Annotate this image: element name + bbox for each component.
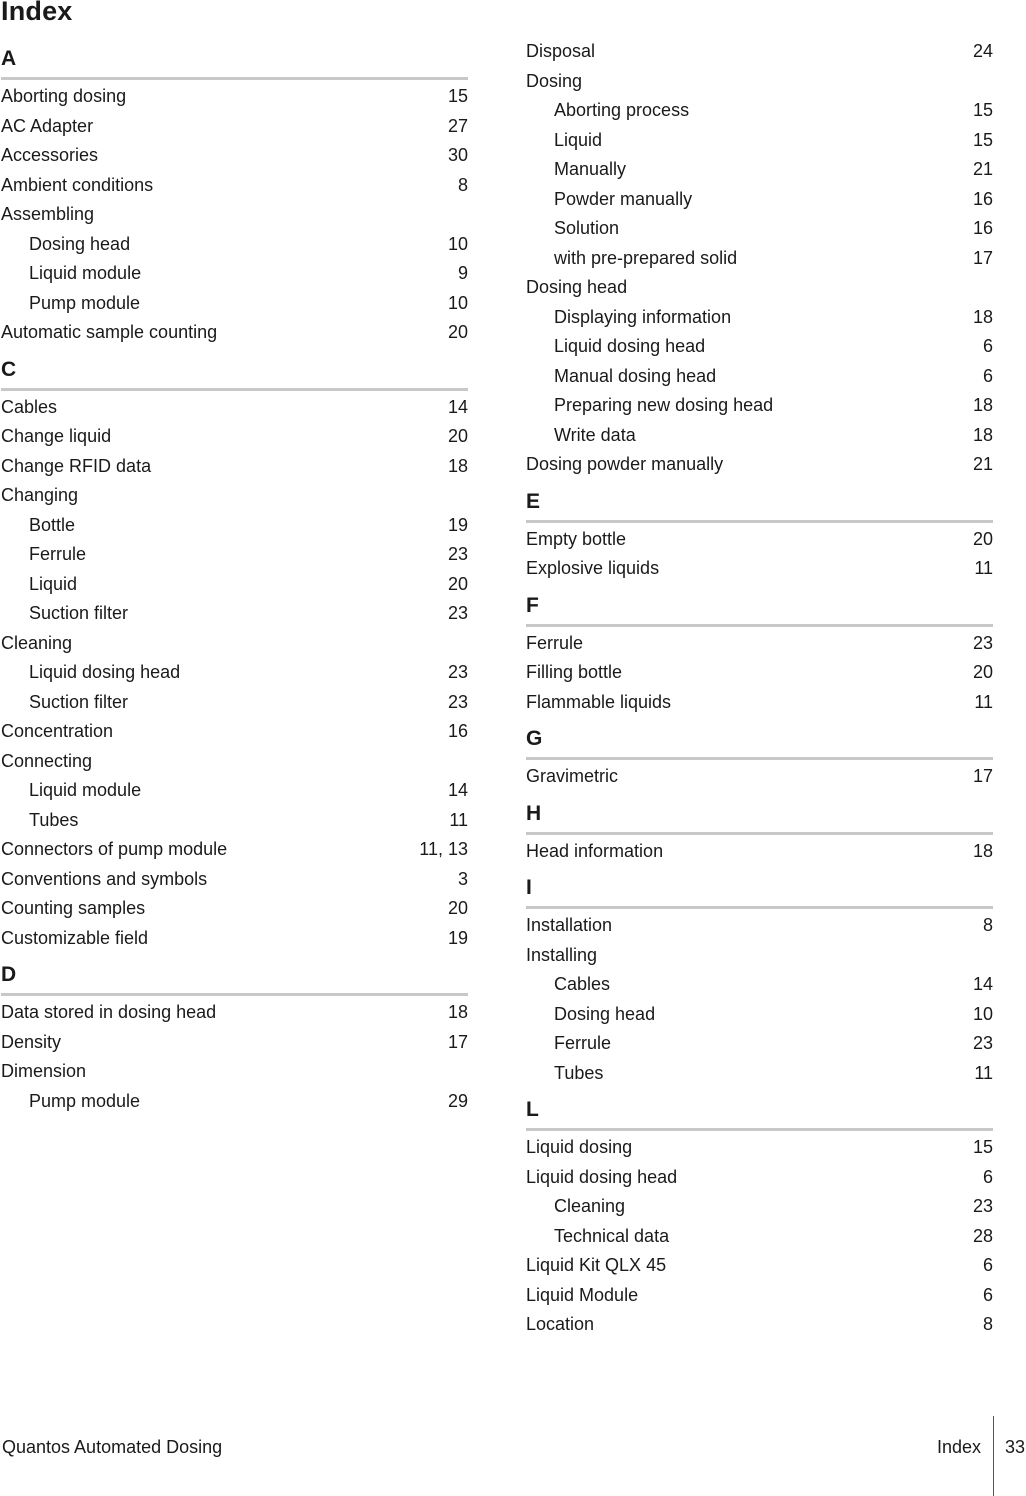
index-page-ref: 18 bbox=[972, 840, 993, 861]
index-term: Connecting bbox=[1, 750, 93, 771]
index-term: Ferrule bbox=[29, 544, 87, 564]
index-term: Conventions and symbols bbox=[1, 868, 208, 889]
index-entry bbox=[526, 66, 993, 96]
index-term: Disposal bbox=[526, 41, 596, 61]
index-term: with pre-prepared solid bbox=[554, 247, 738, 268]
footer-section-name: Index bbox=[936, 1437, 981, 1457]
section-letter-heading bbox=[526, 791, 993, 835]
index-column-left bbox=[1, 36, 468, 1115]
index-page-ref: 23 bbox=[447, 662, 468, 682]
index-term: Dosing head bbox=[526, 277, 628, 297]
index-term: Dosing powder manually bbox=[526, 454, 724, 474]
index-entry bbox=[1, 893, 468, 923]
index-page-ref: 20 bbox=[447, 898, 468, 918]
index-term: Counting samples bbox=[1, 898, 146, 918]
section-letter: C bbox=[1, 357, 17, 381]
index-page-ref: 8 bbox=[982, 1314, 993, 1334]
index-term: Installing bbox=[526, 944, 598, 965]
index-page-ref: 3 bbox=[457, 868, 468, 889]
page-title: Index bbox=[1, 0, 73, 26]
index-subentry bbox=[526, 1191, 993, 1221]
section-letter: F bbox=[526, 593, 539, 617]
section-letter: G bbox=[526, 727, 543, 750]
index-page-ref: 16 bbox=[447, 721, 468, 741]
footer-divider bbox=[993, 1416, 994, 1496]
index-page-ref: 6 bbox=[982, 1255, 993, 1275]
index-term: Liquid dosing bbox=[526, 1137, 633, 1157]
section-letter-heading bbox=[1, 952, 468, 996]
index-page-ref: 6 bbox=[982, 365, 993, 386]
section-letter-heading bbox=[526, 583, 993, 627]
section-letter: D bbox=[1, 963, 17, 986]
index-term: Liquid Kit QLX 45 bbox=[526, 1255, 667, 1275]
section-letter-heading bbox=[526, 1087, 993, 1131]
index-subentry bbox=[526, 125, 993, 155]
index-term: Powder manually bbox=[554, 188, 693, 209]
index-term: Liquid module bbox=[29, 780, 142, 800]
index-term: Empty bottle bbox=[526, 528, 627, 549]
index-page-ref: 18 bbox=[972, 424, 993, 445]
index-term: Liquid dosing head bbox=[526, 1166, 678, 1187]
index-entry bbox=[526, 836, 993, 866]
index-page-ref: 19 bbox=[447, 514, 468, 535]
index-subentry bbox=[1, 229, 468, 259]
index-term: Ferrule bbox=[554, 1033, 612, 1053]
index-page-ref: 17 bbox=[972, 766, 993, 786]
index-term: Solution bbox=[554, 218, 620, 238]
index-page-ref: 20 bbox=[972, 662, 993, 682]
index-term: Head information bbox=[526, 840, 664, 861]
index-entry bbox=[1, 864, 468, 894]
index-subentry bbox=[526, 243, 993, 273]
index-page-ref: 16 bbox=[972, 218, 993, 238]
index-term: Dosing head bbox=[554, 1003, 656, 1024]
index-subentry bbox=[526, 420, 993, 450]
index-subentry bbox=[526, 1058, 993, 1088]
index-term: Write data bbox=[554, 424, 636, 445]
index-term: Location bbox=[526, 1314, 595, 1334]
section-letter-heading bbox=[1, 347, 468, 391]
index-term: Cables bbox=[1, 396, 58, 417]
index-entry bbox=[526, 449, 993, 479]
index-subentry bbox=[526, 331, 993, 361]
index-subentry bbox=[1, 288, 468, 318]
index-term: Aborting process bbox=[554, 100, 690, 120]
index-page-ref: 11, 13 bbox=[419, 839, 468, 859]
index-term: Filling bottle bbox=[526, 662, 623, 682]
index-term: Explosive liquids bbox=[526, 558, 660, 578]
index-page-ref: 11 bbox=[974, 558, 993, 578]
index-subentry bbox=[1, 569, 468, 599]
section-letter-heading bbox=[526, 716, 993, 760]
index-page-ref: 6 bbox=[982, 1284, 993, 1305]
index-entry bbox=[1, 1056, 468, 1086]
index-entry bbox=[1, 140, 468, 170]
index-entry bbox=[526, 1250, 993, 1280]
index-page-ref: 15 bbox=[447, 86, 468, 106]
index-page-ref: 28 bbox=[972, 1225, 993, 1246]
index-term: Liquid bbox=[554, 129, 603, 150]
index-entry bbox=[526, 553, 993, 583]
index-term: Dosing bbox=[526, 70, 583, 91]
index-subentry bbox=[526, 213, 993, 243]
index-term: Change RFID data bbox=[1, 455, 152, 476]
index-entry bbox=[526, 687, 993, 717]
index-page-ref: 11 bbox=[449, 809, 468, 830]
index-page-ref: 9 bbox=[457, 263, 468, 283]
index-page-ref: 6 bbox=[982, 336, 993, 356]
index-subentry bbox=[1, 258, 468, 288]
index-subentry bbox=[526, 999, 993, 1029]
index-subentry bbox=[526, 1221, 993, 1251]
index-subentry bbox=[526, 95, 993, 125]
index-page-ref: 23 bbox=[972, 1196, 993, 1216]
index-term: Customizable field bbox=[1, 927, 149, 948]
index-term: Liquid module bbox=[29, 263, 142, 283]
index-term: Assembling bbox=[1, 204, 95, 224]
index-term: Preparing new dosing head bbox=[554, 395, 774, 415]
index-entry bbox=[1, 923, 468, 953]
index-term: Density bbox=[1, 1031, 62, 1052]
index-page-ref: 10 bbox=[972, 1003, 993, 1024]
index-page-ref: 10 bbox=[447, 233, 468, 254]
index-entry bbox=[1, 421, 468, 451]
index-term: Displaying information bbox=[554, 306, 732, 327]
index-subentry bbox=[526, 1028, 993, 1058]
section-letter-heading bbox=[1, 36, 468, 80]
index-term: Suction filter bbox=[29, 691, 129, 712]
index-entry bbox=[1, 628, 468, 658]
index-page-ref: 14 bbox=[447, 780, 468, 800]
index-term: Manual dosing head bbox=[554, 365, 717, 386]
index-subentry bbox=[1, 775, 468, 805]
index-term: Liquid bbox=[29, 573, 78, 594]
index-subentry bbox=[1, 1086, 468, 1116]
index-page-ref: 15 bbox=[972, 100, 993, 120]
index-column-right bbox=[526, 36, 993, 1339]
index-page-ref: 11 bbox=[974, 691, 993, 712]
index-subentry bbox=[526, 184, 993, 214]
index-entry bbox=[1, 111, 468, 141]
index-term: Change liquid bbox=[1, 426, 112, 446]
index-entry bbox=[1, 997, 468, 1027]
index-page-ref: 14 bbox=[972, 974, 993, 994]
section-letter-heading bbox=[526, 865, 993, 909]
index-page-ref: 6 bbox=[982, 1166, 993, 1187]
index-page-ref: 30 bbox=[447, 145, 468, 165]
index-subentry bbox=[526, 361, 993, 391]
section-letter-heading bbox=[526, 479, 993, 523]
index-term: Automatic sample counting bbox=[1, 322, 218, 342]
index-term: Concentration bbox=[1, 721, 114, 741]
index-term: Aborting dosing bbox=[1, 86, 127, 106]
index-term: Cleaning bbox=[1, 632, 73, 653]
index-subentry bbox=[1, 539, 468, 569]
index-term: Cables bbox=[554, 974, 611, 994]
section-letter: H bbox=[526, 801, 542, 825]
index-term: Liquid dosing head bbox=[29, 662, 181, 682]
index-entry bbox=[526, 524, 993, 554]
index-page-ref: 17 bbox=[972, 247, 993, 268]
index-subentry bbox=[1, 657, 468, 687]
index-page-ref: 21 bbox=[972, 454, 993, 474]
index-term: Dosing head bbox=[29, 233, 131, 254]
index-entry bbox=[1, 170, 468, 200]
index-term: Accessories bbox=[1, 145, 99, 165]
index-term: Pump module bbox=[29, 292, 141, 313]
index-entry bbox=[526, 940, 993, 970]
index-page-ref: 20 bbox=[447, 322, 468, 342]
index-term: Data stored in dosing head bbox=[1, 1002, 217, 1022]
index-subentry bbox=[1, 510, 468, 540]
index-page-ref: 23 bbox=[447, 544, 468, 564]
index-entry bbox=[526, 272, 993, 302]
index-page-ref: 10 bbox=[447, 292, 468, 313]
index-term: Gravimetric bbox=[526, 766, 619, 786]
index-subentry bbox=[526, 390, 993, 420]
index-term: Manually bbox=[554, 159, 627, 179]
index-term: Bottle bbox=[29, 514, 76, 535]
index-term: Dimension bbox=[1, 1061, 87, 1081]
index-page-ref: 15 bbox=[972, 1137, 993, 1157]
index-term: Suction filter bbox=[29, 603, 129, 623]
section-letter: A bbox=[1, 47, 17, 70]
index-entry bbox=[1, 81, 468, 111]
section-letter: E bbox=[526, 489, 541, 513]
index-entry bbox=[526, 1309, 993, 1339]
index-subentry bbox=[526, 154, 993, 184]
index-term: Pump module bbox=[29, 1090, 141, 1111]
index-page-ref: 8 bbox=[982, 915, 993, 935]
index-page-ref: 21 bbox=[972, 159, 993, 179]
footer-product-name: Quantos Automated Dosing bbox=[2, 1437, 223, 1457]
index-entry bbox=[1, 834, 468, 864]
index-page-ref: 19 bbox=[447, 927, 468, 948]
index-page-ref: 18 bbox=[972, 395, 993, 415]
index-page-ref: 20 bbox=[447, 426, 468, 446]
section-letter: L bbox=[526, 1098, 539, 1121]
index-entry bbox=[526, 761, 993, 791]
index-page-ref: 18 bbox=[972, 306, 993, 327]
index-page-ref: 8 bbox=[457, 174, 468, 195]
index-term: Cleaning bbox=[554, 1196, 626, 1216]
index-subentry bbox=[526, 302, 993, 332]
index-entry bbox=[1, 451, 468, 481]
index-term: Technical data bbox=[554, 1225, 670, 1246]
index-page-ref: 18 bbox=[447, 455, 468, 476]
index-term: AC Adapter bbox=[1, 115, 94, 136]
index-term: Ferrule bbox=[526, 632, 584, 653]
index-entry bbox=[526, 1132, 993, 1162]
index-entry bbox=[1, 392, 468, 422]
index-page-ref: 23 bbox=[447, 603, 468, 623]
index-page-ref: 11 bbox=[974, 1062, 993, 1083]
index-entry bbox=[526, 1162, 993, 1192]
index-term: Ambient conditions bbox=[1, 174, 154, 195]
index-entry bbox=[1, 199, 468, 229]
index-term: Connectors of pump module bbox=[1, 839, 228, 859]
index-term: Tubes bbox=[29, 809, 79, 830]
index-entry bbox=[526, 1280, 993, 1310]
index-entry bbox=[526, 36, 993, 66]
index-term: Changing bbox=[1, 485, 79, 505]
index-entry bbox=[1, 480, 468, 510]
index-page-ref: 23 bbox=[972, 632, 993, 653]
index-page-ref: 15 bbox=[972, 129, 993, 150]
index-entry bbox=[1, 746, 468, 776]
index-page-ref: 23 bbox=[972, 1033, 993, 1053]
index-page-ref: 14 bbox=[447, 396, 468, 417]
index-page-ref: 27 bbox=[447, 115, 468, 136]
index-page-ref: 18 bbox=[447, 1002, 468, 1022]
index-subentry bbox=[1, 598, 468, 628]
index-term: Flammable liquids bbox=[526, 691, 672, 712]
index-page-ref: 29 bbox=[447, 1090, 468, 1111]
index-entry bbox=[526, 628, 993, 658]
index-subentry bbox=[1, 805, 468, 835]
index-page-ref: 24 bbox=[972, 41, 993, 61]
index-entry bbox=[526, 657, 993, 687]
index-page-ref: 16 bbox=[972, 188, 993, 209]
index-page-ref: 17 bbox=[447, 1031, 468, 1052]
index-entry bbox=[1, 1027, 468, 1057]
section-letter: I bbox=[526, 876, 532, 899]
index-page-ref: 23 bbox=[447, 691, 468, 712]
index-entry bbox=[1, 716, 468, 746]
index-page-ref: 20 bbox=[972, 528, 993, 549]
index-term: Liquid dosing head bbox=[554, 336, 706, 356]
footer-page-number: 33 bbox=[1004, 1437, 1025, 1457]
index-term: Liquid Module bbox=[526, 1284, 639, 1305]
index-page-ref: 20 bbox=[447, 573, 468, 594]
index-entry bbox=[1, 317, 468, 347]
index-subentry bbox=[1, 687, 468, 717]
index-entry bbox=[526, 910, 993, 940]
index-subentry bbox=[526, 969, 993, 999]
index-term: Installation bbox=[526, 915, 613, 935]
index-term: Tubes bbox=[554, 1062, 604, 1083]
